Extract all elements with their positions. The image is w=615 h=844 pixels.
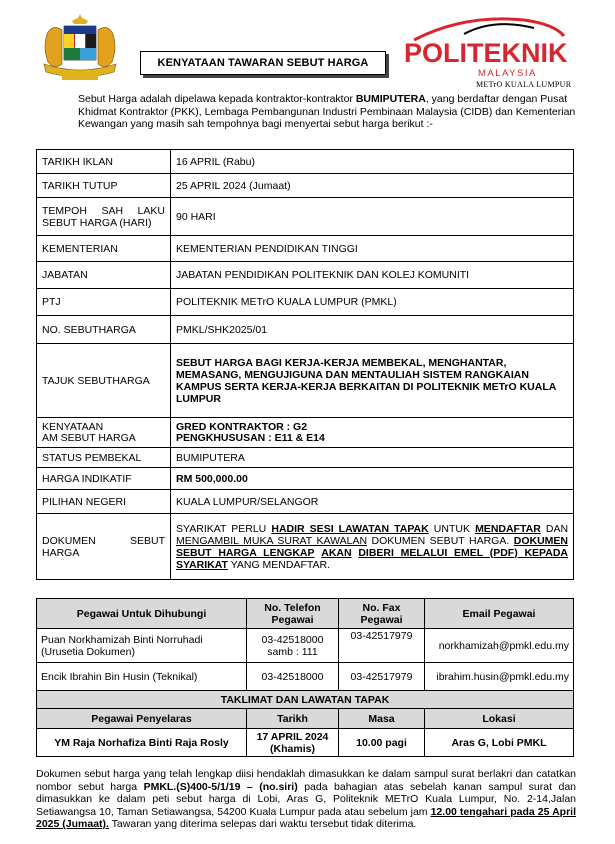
header-telefon: No. Telefon Pegawai xyxy=(247,599,339,629)
header-masa: Masa xyxy=(339,709,425,729)
value-no-sebutharga: PMKL/SHK2025/01 xyxy=(171,316,574,344)
dokumen-text-1: SYARIKAT PERLU xyxy=(176,522,272,535)
row-tajuk xyxy=(37,344,574,418)
row-dokumen xyxy=(37,514,574,580)
value-status: BUMIPUTERA xyxy=(171,448,574,468)
document-title: KENYATAAN TAWARAN SEBUT HARGA xyxy=(140,51,386,75)
value-tarikh-iklan: 16 APRIL (Rabu) xyxy=(171,150,574,174)
submission-instructions xyxy=(36,768,576,831)
contact-email[interactable]: norkhamizah@pmkl.edu.my xyxy=(425,629,574,663)
footer-deadline: 12.00 tengahari pada 25 April 2025 (Jumaat). xyxy=(36,805,577,830)
label-negeri: PILIHAN NEGERI xyxy=(37,490,171,514)
row-no-sebutharga xyxy=(37,316,574,344)
contact-row xyxy=(37,663,574,691)
briefing-time: 10.00 pagi xyxy=(339,729,425,757)
briefing-section-title: TAKLIMAT DAN LAWATAN TAPAK xyxy=(37,691,574,709)
value-tajuk: SEBUT HARGA BAGI KERJA-KERJA MEMBEKAL, MENGHANTAR, MEMASANG, MENGUJIGUNA DAN MENTAULIAH SISTEM RANGKAIAN KAMPUS SERTA KERJA-KERJA BERKAITAN DI POLITEKNIK METrO KUALA LUMPUR xyxy=(171,344,574,418)
row-jabatan xyxy=(37,262,574,289)
header-fax: No. Fax Pegawai xyxy=(339,599,425,629)
intro-bold-bumiputera: BUMIPUTERA xyxy=(355,93,426,105)
header-pegawai: Pegawai Untuk Dihubungi xyxy=(37,599,247,629)
logo-subtitle: MALAYSIA xyxy=(478,68,537,79)
briefing-date-value: 17 APRIL 2024 xyxy=(256,730,329,743)
contact-email[interactable]: ibrahim.husin@pmkl.edu.my xyxy=(425,663,574,691)
intro-text-1: Sebut Harga adalah dipelawa kepada kontraktor-kontraktor xyxy=(78,93,356,105)
value-pengkhususan: PENGKHUSUSAN : E11 & E14 xyxy=(176,431,325,444)
contact-name: Encik Ibrahin Bin Husin (Teknikal) xyxy=(37,663,247,691)
briefing-header-row xyxy=(37,709,574,729)
row-kenyataan xyxy=(37,418,574,448)
dokumen-hadir-sesi: HADIR SESI LAWATAN TAPAK xyxy=(271,522,429,535)
value-harga: RM 500,000.00 xyxy=(171,468,574,490)
row-harga xyxy=(37,468,574,490)
contact-name: Puan Norkhamizah Binti Norruhadi (Urusetia Dokumen) xyxy=(37,629,247,663)
label-tajuk: TAJUK SEBUTHARGA xyxy=(37,344,171,418)
value-jabatan: JABATAN PENDIDIKAN POLITEKNIK DAN KOLEJ KOMUNITI xyxy=(171,262,574,289)
contact-phone-ext: samb : 111 xyxy=(267,645,318,658)
row-status xyxy=(37,448,574,468)
contact-header-row xyxy=(37,599,574,629)
politeknik-logo xyxy=(404,14,572,89)
footer-reference-number: PMKL.(S)400-5/1/19 – (no.siri) xyxy=(143,780,298,793)
contact-phone xyxy=(247,629,339,663)
tender-details-table xyxy=(36,149,574,580)
row-tempoh xyxy=(37,198,574,236)
malaysia-coat-of-arms-icon xyxy=(36,12,124,86)
logo-wordmark: POLITEKNIK xyxy=(404,38,568,68)
contact-row xyxy=(37,629,574,663)
row-tarikh-iklan xyxy=(37,150,574,174)
dokumen-muka-surat: MENGAMBIL MUKA SURAT KAWALAN xyxy=(176,534,368,547)
value-ptj: POLITEKNIK METrO KUALA LUMPUR (PMKL) xyxy=(171,289,574,316)
label-jabatan: JABATAN xyxy=(37,262,171,289)
label-ptj: PTJ xyxy=(37,289,171,316)
value-dokumen xyxy=(171,514,574,580)
header-email: Email Pegawai xyxy=(425,599,574,629)
intro-text-2: , yang berdaftar dengan Pusat Khidmat Kontraktor (PKK), Lembaga Pembangunan Industri Pembinaan Malaysia (CIDB) dan Kementerian Kewangan yang masih sah tempohnya bagi menyertai sebut harga berikut :- xyxy=(78,93,576,130)
dokumen-mendaftar: MENDAFTAR xyxy=(475,522,541,535)
label-kementerian: KEMENTERIAN xyxy=(37,236,171,262)
dokumen-akan: AKAN xyxy=(321,546,352,559)
header-penyelaras: Pegawai Penyelaras xyxy=(37,709,247,729)
contact-fax: 03-42517979 xyxy=(339,663,425,691)
label-no-sebutharga: NO. SEBUTHARGA xyxy=(37,316,171,344)
row-kementerian xyxy=(37,236,574,262)
contact-table xyxy=(36,598,574,757)
label-kenyataan xyxy=(37,418,171,448)
value-kementerian: KEMENTERIAN PENDIDIKAN TINGGI xyxy=(171,236,574,262)
contact-fax: 03-42517979 xyxy=(339,629,425,663)
dokumen-text-3: DAN xyxy=(540,522,569,535)
value-tarikh-tutup: 25 APRIL 2024 (Jumaat) xyxy=(171,174,574,198)
label-tempoh: TEMPOH SAH LAKU SEBUT HARGA (HARI) xyxy=(37,198,171,236)
footer-text-1: Dokumen sebut harga yang telah lengkap diisi hendaklah dimasukkan ke dalam sampul surat berlakri dan catatkan nombor sebut harga xyxy=(36,768,576,793)
label-kenyataan-line1: KENYATAAN xyxy=(42,420,104,433)
header-tarikh: Tarikh xyxy=(247,709,339,729)
row-negeri xyxy=(37,490,574,514)
value-gred-kontraktor: GRED KONTRAKTOR : G2 xyxy=(176,420,308,433)
briefing-row xyxy=(37,729,574,757)
value-negeri: KUALA LUMPUR/SELANGOR xyxy=(171,490,574,514)
briefing-date xyxy=(247,729,339,757)
footer-text-3: Tawaran yang diterima selepas dari waktu tersebut tidak diterima. xyxy=(108,818,417,830)
value-kenyataan xyxy=(171,418,574,448)
label-tarikh-tutup: TARIKH TUTUP xyxy=(37,174,171,198)
intro-paragraph xyxy=(78,93,576,131)
row-ptj xyxy=(37,289,574,316)
footer-text-2: pada bahagian atas sebelah kanan sampul surat dan dimasukkan ke dalam peti sebut harga di Lobi, Aras G, Politeknik METrO Kuala Lumpur, No. 2-14,Jalan Setiawangsa 10, Taman Setiawangsa, 54200 Kuala Lumpur pada atau sebelum jam xyxy=(36,780,576,818)
contact-phone: 03-42518000 xyxy=(247,663,339,691)
dokumen-text-4: DOKUMEN SEBUT HARGA. xyxy=(367,534,514,547)
label-tarikh-iklan: TARIKH IKLAN xyxy=(37,150,171,174)
briefing-location: Aras G, Lobi PMKL xyxy=(425,729,574,757)
briefing-section-row xyxy=(37,691,574,709)
briefing-day: (Khamis) xyxy=(270,742,315,755)
dokumen-lengkap: DOKUMEN SEBUT HARGA LENGKAP xyxy=(176,534,568,559)
contact-phone-number: 03-42518000 xyxy=(261,633,324,646)
dokumen-text-7: YANG MENDAFTAR. xyxy=(227,558,331,571)
dokumen-diberi-emel: DIBERI MELALUI EMEL (PDF) KEPADA SYARIKAT xyxy=(176,546,568,571)
briefing-officer: YM Raja Norhafiza Binti Raja Rosly xyxy=(37,729,247,757)
label-status: STATUS PEMBEKAL xyxy=(37,448,171,468)
header-lokasi: Lokasi xyxy=(425,709,574,729)
row-tarikh-tutup xyxy=(37,174,574,198)
value-tempoh: 90 HARI xyxy=(171,198,574,236)
label-kenyataan-line2: AM SEBUT HARGA xyxy=(42,431,136,444)
logo-campus-name: METrO KUALA LUMPUR xyxy=(476,80,572,89)
dokumen-text-2: UNTUK xyxy=(428,522,476,535)
label-dokumen: DOKUMEN SEBUT HARGA xyxy=(37,514,171,580)
label-harga: HARGA INDIKATIF xyxy=(37,468,171,490)
